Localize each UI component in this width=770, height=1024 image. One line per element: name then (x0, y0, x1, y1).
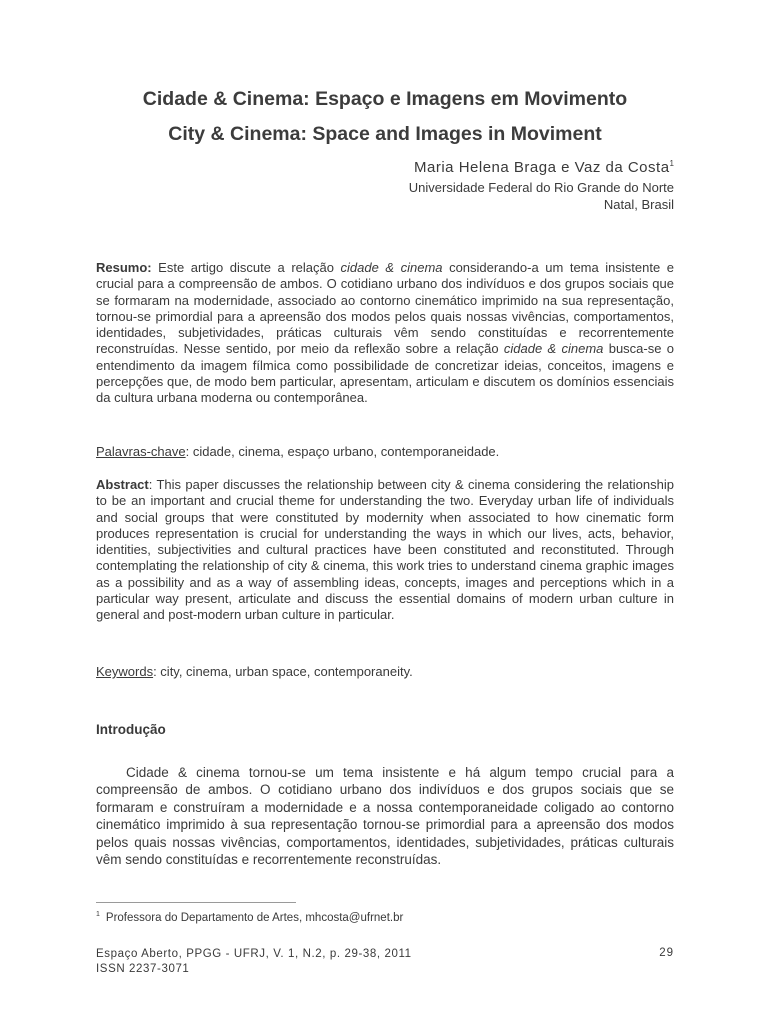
resumo-text-1: Este artigo discute a relação (151, 260, 341, 275)
resumo-label: Resumo: (96, 260, 152, 275)
palavras-chave-label: Palavras-chave (96, 444, 186, 459)
abstract-text: : This paper discusses the relationship between city & cinema considering the relationship to be an important and crucial theme for understanding the two. Everyday urban life of individuals and social groups that were constituted by modernity when associated to how cinematic form produces representation is crucial for understanding the ways in which our lives, acts, behavior, identities, subjectivities and cultural practices have been constituted and reconstituted. Through contemplating the relationship of city & cinema, this work tries to understand cinema graphic images as a possibility and as a way of assembling ideas, concepts, images and perceptions which in a particular way present, articulate and discuss the essential domains of modern urban culture in general and post-modern urban culture in particular. (96, 477, 674, 623)
keywords-text: : city, cinema, urban space, contemporaneity. (153, 664, 413, 679)
keywords-line (96, 664, 674, 680)
footnote-mark: 1 (96, 911, 100, 918)
footnote (96, 911, 403, 924)
title-portuguese: Cidade & Cinema: Espaço e Imagens em Movimento (142, 88, 628, 110)
palavras-chave-line (96, 444, 674, 460)
footer-issn: ISSN 2237-3071 (96, 963, 190, 975)
keywords-label: Keywords (96, 664, 154, 679)
page-number: 29 (659, 947, 674, 959)
footnote-text: Professora do Departamento de Artes, mhcosta@ufrnet.br (105, 911, 404, 924)
palavras-chave-text: : cidade, cinema, espaço urbano, contemporaneidade. (185, 444, 500, 459)
intro-paragraph: Cidade & cinema tornou-se um tema insistente e há algum tempo crucial para a compreensão de ambos. O cotidiano urbano dos indivíduos e dos grupos sociais que se formaram e construíram a modernidade e a nossa contemporaneidade coligado ao contorno cinemático imprimido à sua representação tornou-se primordial para a apreensão dos modos pelos quais nossas vivências, comportamentos, identidades, subjetividades, práticas culturais vêm sendo constituídas e recorrentemente reconstruídas. (96, 765, 674, 868)
resumo-paragraph (96, 260, 674, 407)
abstract-label: Abstract (96, 477, 149, 492)
section-title-introducao: Introdução (96, 722, 166, 737)
footer-journal: Espaço Aberto, PPGG - UFRJ, V. 1, N.2, p. 29-38, 2011 (96, 948, 412, 960)
author-affiliation: Universidade Federal do Rio Grande do Norte (408, 180, 674, 195)
author-line (414, 159, 674, 176)
author-footnote-mark: 1 (669, 159, 674, 168)
resumo-text-2: cidade & cinema (340, 260, 443, 275)
footnote-divider (96, 902, 296, 903)
author-affiliation-block (409, 179, 674, 213)
page-footer (96, 947, 412, 977)
resumo-text-3: considerando-a um tema insistente e crucial para a compreensão de ambos. O cotidiano urbano dos indivíduos e dos grupos sociais que se formaram na modernidade, associado ao contorno cinemático imprimido na sua representação, tornou-se primordial para a apreensão dos modos pelos quais nossas vivências, comportamentos, identidades, subjetividades, práticas culturais vêm sendo constituídas e recorrentemente reconstruídas. Nesse sentido, por meio da reflexão sobre a relação (96, 260, 674, 357)
resumo-text-4: cidade & cinema (503, 341, 604, 357)
author-name: Maria Helena Braga e Vaz da Costa (414, 159, 670, 176)
author-location: Natal, Brasil (603, 197, 674, 212)
title-english: City & Cinema: Space and Images in Moviment (168, 123, 602, 145)
resumo-text-5: busca-se o entendimento da imagem fílmica como possibilidade de concretizar ideias, conceitos, imagens e percepções que, de modo bem particular, apresentam, articulam e discutem os domínios essenciais da cultura urbana moderna ou contemporânea. (96, 341, 674, 406)
abstract-paragraph (96, 477, 674, 624)
